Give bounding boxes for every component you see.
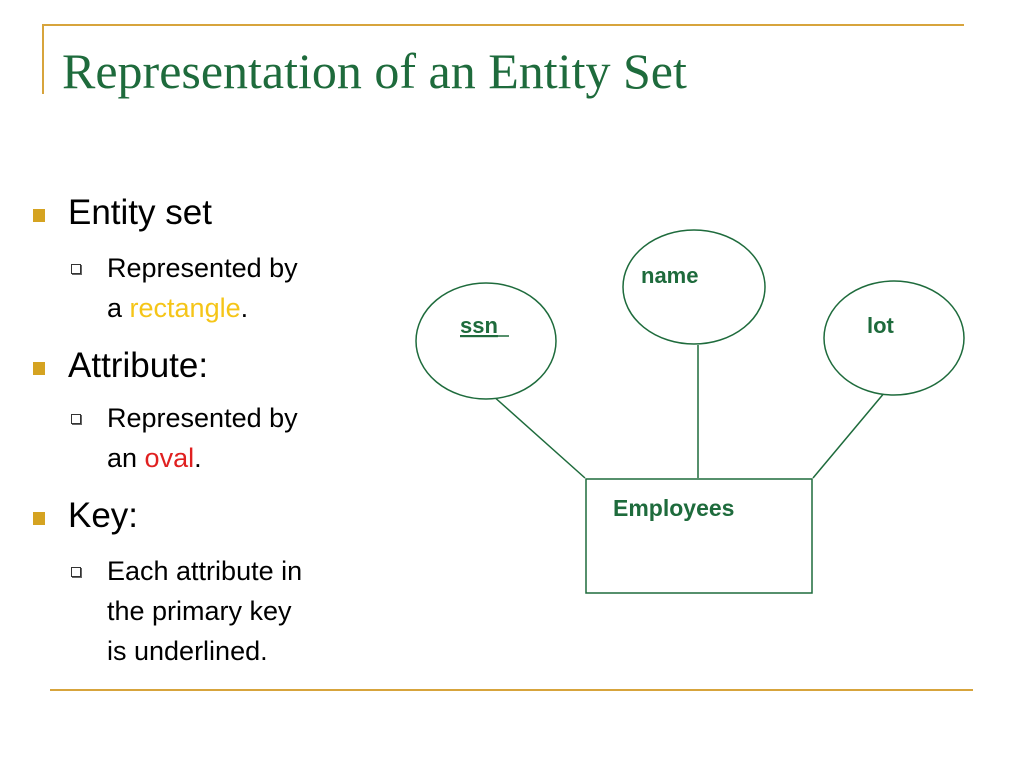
- bullet-key: Key:: [68, 496, 139, 535]
- bullet-entity-set: Entity set: [68, 193, 212, 232]
- attribute-label-ssn: ssn: [460, 313, 498, 338]
- bullet-attribute: Attribute:: [68, 346, 209, 385]
- attribute-oval-lot: [824, 281, 964, 395]
- keyword-rectangle: rectangle: [129, 293, 241, 323]
- text-fragment: .: [194, 443, 202, 473]
- attribute-oval-ssn: [416, 283, 556, 399]
- text-fragment: a: [107, 293, 130, 323]
- text-fragment: .: [240, 293, 249, 323]
- lot-connector-line: [813, 392, 885, 478]
- attribute-label-name: name: [641, 263, 699, 288]
- entity-label: Employees: [613, 495, 735, 521]
- slide-title: Representation of an Entity Set: [62, 43, 687, 99]
- attribute-label-lot: lot: [867, 313, 894, 338]
- sub-bullet-key-line-3: is underlined.: [107, 636, 268, 666]
- keyword-oval: oval: [144, 443, 195, 473]
- ssn-connector-line: [492, 395, 585, 478]
- text-fragment: an: [107, 443, 145, 473]
- sub-bullet-attribute-line-1: Represented by: [107, 403, 298, 433]
- sub-bullet-entity-line-1: Represented by: [107, 253, 298, 283]
- sub-bullet-key-line-1: Each attribute in: [107, 556, 303, 586]
- sub-bullet-key-line-2: the primary key: [107, 596, 292, 626]
